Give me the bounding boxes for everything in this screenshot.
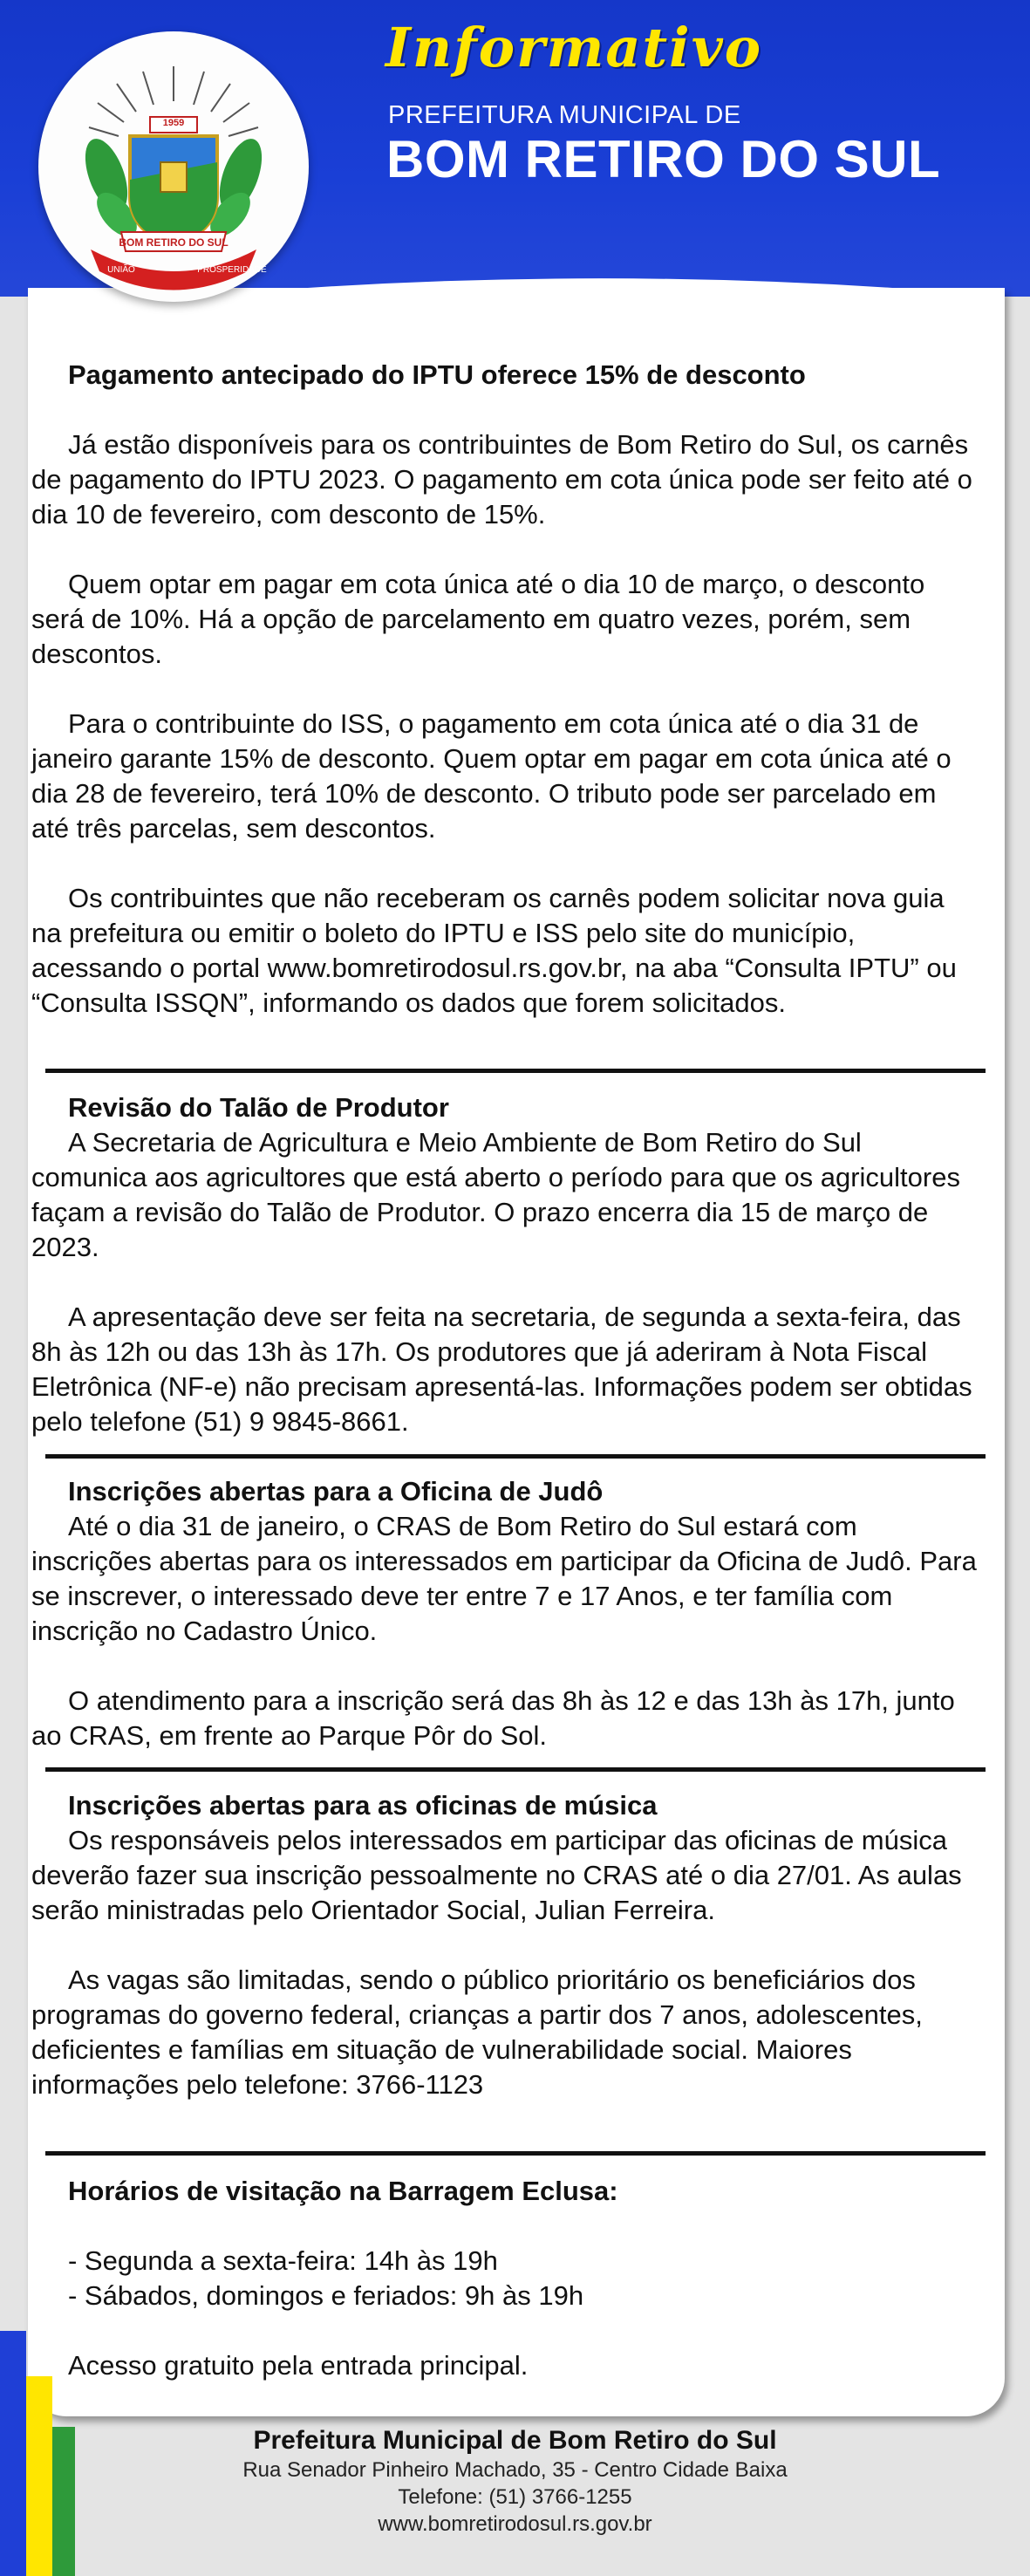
section-musica [31,1788,979,2102]
paragraph: Para o contribuinte do ISS, o pagamento em cota única até o dia 31 de janeiro garante 15% de desconto. Quem optar em pagar em cota única até o dia 28 de fevereiro, terá 10% de desconto. O tributo pode ser parcelado em até três parcelas, sem descontos. [31,708,952,844]
crest-banner: BOM RETIRO DO SUL [119,236,229,249]
section-judo [31,1474,979,1753]
paragraph: Quem optar em pagar em cota única até o dia 10 de março, o desconto será de 10%. Há a opção de parcelamento em quatro vezes, porém, sem descontos. [31,569,925,669]
section-heading: Pagamento antecipado do IPTU oferece 15% de desconto [68,359,806,390]
section-divider [45,2151,986,2156]
footer [0,2425,1030,2538]
paragraph: Já estão disponíveis para os contribuintes de Bom Retiro do Sul, os carnês de pagamento do IPTU 2023. O pagamento em cota única pode ser feito até o dia 10 de fevereiro, com desconto de 15%. [31,429,972,530]
section-heading: Revisão do Talão de Produtor [68,1092,449,1123]
footer-address: Rua Senador Pinheiro Machado, 35 - Centro Cidade Baixa [242,2458,788,2482]
paragraph: As vagas são limitadas, sendo o público prioritário os beneficiários dos programas do governo federal, crianças a partir dos 7 anos, adolescentes, deficientes e famílias em situação de vulnerabilidade social. Maiores informações pelo telefone: 3766-1123 [31,1964,923,2100]
access-note: Acesso gratuito pela entrada principal. [68,2350,529,2381]
footer-website-link[interactable]: www.bomretirodosul.rs.gov.br [378,2512,652,2536]
paragraph: Até o dia 31 de janeiro, o CRAS de Bom Retiro do Sul estará com inscrições abertas para os interessados em participar da Oficina de Judô. Para se inscrever, o interessado deve ter entre 7 e 17 Anos, e ter família com inscrição no Cadastro Único. [31,1511,977,1646]
paragraph: A Secretaria de Agricultura e Meio Ambiente de Bom Retiro do Sul comunica aos agricultores que está aberto o período para que os agricultores façam a revisão do Talão de Produtor. O prazo encerra dia 15 de março de 2023. [31,1127,960,1262]
footer-name: Prefeitura Municipal de Bom Retiro do Sul [253,2426,777,2455]
schedule-weekdays: - Segunda a sexta-feira: 14h às 19h [68,2245,498,2276]
municipal-crest [38,31,309,302]
section-divider [45,1454,986,1459]
section-iptu [31,358,979,1021]
crest-year: 1959 [162,118,185,128]
crest-motto-right: PROSPERIDADE [197,265,267,275]
paragraph: A apresentação deve ser feita na secretaria, de segunda a sexta-feira, das 8h às 12h ou das 13h às 17h. Os produtores que já aderiram à Nota Fiscal Eletrônica (NF-e) não precisam apresentá-las. Informações podem ser obtidas pelo telefone (51) 9 9845-8661. [31,1302,972,1437]
header-subtitle: PREFEITURA MUNICIPAL DE [388,101,741,129]
paragraph: O atendimento para a inscrição será das 8h às 12 e das 13h às 17h, junto ao CRAS, em frente ao Parque Pôr do Sol. [31,1685,955,1751]
section-produtor [31,1090,979,1439]
schedule-weekends: - Sábados, domingos e feriados: 9h às 19h [68,2280,584,2311]
coat-of-arms-icon [38,31,309,302]
header-city: BOM RETIRO DO SUL [386,130,941,188]
newsletter-title: Informativo [385,16,763,79]
footer-phone: Telefone: (51) 3766-1255 [398,2485,632,2509]
section-divider [45,1069,986,1073]
section-divider [45,1767,986,1772]
section-heading: Horários de visitação na Barragem Eclusa: [68,2176,618,2206]
section-heading: Inscrições abertas para as oficinas de música [68,1790,658,1821]
crest-motto-left: UNIÃO [107,265,135,275]
paragraph: Os contribuintes que não receberam os carnês podem solicitar nova guia na prefeitura ou emitir o boleto do IPTU e ISS pelo site do município, acessando o portal www.bomretirodosul.rs.gov.br, na aba “Consulta IPTU” ou “Consulta ISSQN”, informando os dados que forem solicitados. [31,883,957,1018]
section-heading: Inscrições abertas para a Oficina de Judô [68,1476,604,1507]
paragraph: Os responsáveis pelos interessados em participar das oficinas de música deverão fazer sua inscrição pessoalmente no CRAS até o dia 27/01. As aulas serão ministradas pelo Orientador Social, Julian Ferreira. [31,1825,962,1925]
section-barragem [31,2174,979,2383]
